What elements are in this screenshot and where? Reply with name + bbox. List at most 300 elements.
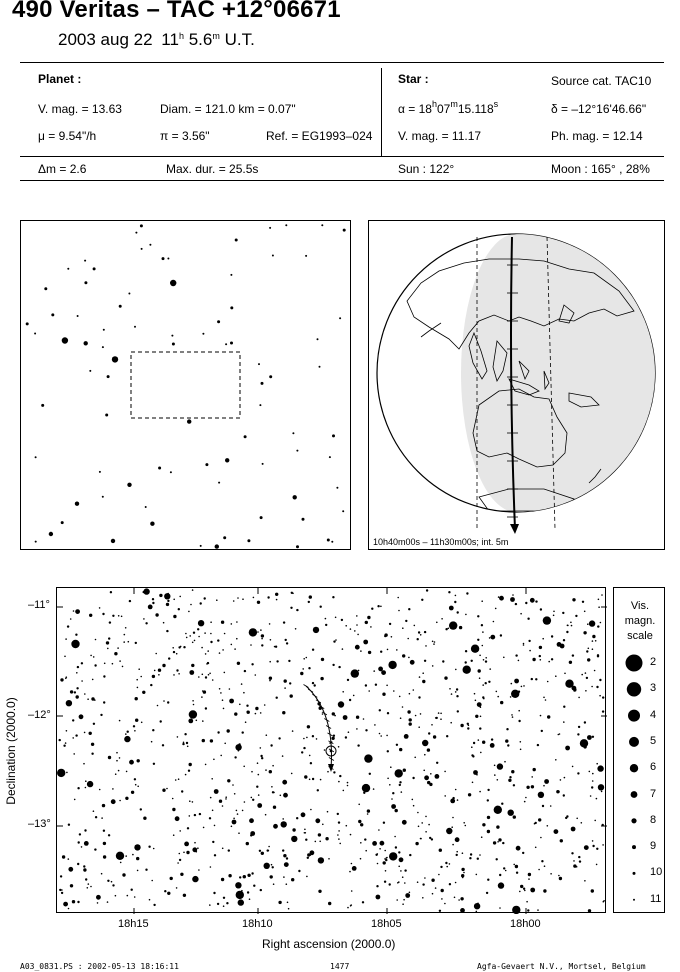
chart-star	[305, 839, 307, 841]
chart-star	[107, 648, 109, 650]
chart-star	[421, 822, 423, 824]
chart-star	[427, 748, 430, 751]
chart-star	[210, 797, 212, 799]
chart-star	[149, 899, 151, 901]
chart-star	[179, 853, 181, 855]
chart-star	[76, 695, 79, 698]
magnitude-label: 7	[650, 787, 657, 800]
magnitude-dot	[629, 737, 639, 747]
chart-star	[112, 663, 114, 665]
info-bottom-rule	[20, 180, 664, 181]
chart-star	[151, 741, 153, 743]
chart-star	[449, 863, 451, 865]
chart-star	[584, 845, 589, 850]
ra-tick-label: 18h10	[242, 918, 273, 930]
magnitude-label: 6	[650, 761, 657, 774]
chart-star	[455, 691, 457, 693]
chart-star	[283, 793, 288, 798]
chart-star	[266, 734, 268, 736]
chart-star	[597, 625, 599, 627]
chart-star	[459, 626, 462, 629]
chart-star	[84, 841, 89, 846]
field-star	[102, 346, 104, 348]
chart-star	[102, 613, 104, 615]
chart-star	[166, 630, 168, 632]
chart-star	[116, 752, 118, 754]
chart-star	[553, 611, 555, 613]
chart-star	[209, 817, 211, 819]
chart-star	[332, 712, 335, 715]
chart-star	[559, 877, 562, 880]
field-star	[41, 404, 44, 407]
ra-seconds-unit: s	[493, 99, 499, 109]
chart-star	[255, 707, 258, 710]
chart-star	[143, 588, 149, 594]
chart-star	[483, 659, 485, 661]
chart-star	[499, 874, 501, 876]
chart-star	[417, 881, 419, 883]
chart-star	[234, 712, 237, 715]
chart-star	[125, 797, 128, 800]
chart-star	[198, 676, 200, 678]
chart-star	[238, 750, 240, 752]
chart-star	[563, 721, 565, 723]
chart-star	[365, 729, 367, 731]
chart-star	[198, 620, 204, 626]
chart-star	[140, 808, 142, 810]
chart-star	[71, 640, 79, 648]
field-star	[75, 502, 79, 506]
chart-star	[421, 599, 423, 601]
chart-star	[467, 727, 469, 729]
field-star	[84, 281, 87, 284]
star-right-ascension	[398, 99, 499, 116]
chart-star	[513, 815, 516, 818]
chart-star	[225, 796, 227, 798]
chart-star	[137, 687, 139, 689]
chart-star	[455, 595, 457, 597]
star-vmag: V. mag. = 11.17	[398, 129, 482, 143]
chart-star	[94, 664, 96, 666]
chart-star	[399, 748, 402, 751]
chart-star	[402, 654, 405, 657]
chart-star	[343, 715, 348, 720]
chart-star	[543, 889, 546, 892]
chart-star	[389, 623, 391, 625]
chart-star	[489, 668, 491, 670]
chart-star	[585, 690, 587, 692]
chart-star	[303, 658, 305, 660]
chart-star	[384, 850, 386, 852]
chart-star	[206, 663, 208, 665]
chart-star	[259, 850, 261, 852]
chart-star	[439, 849, 442, 852]
chart-star	[455, 789, 457, 791]
chart-star	[234, 648, 236, 650]
chart-star	[380, 606, 382, 608]
chart-star	[519, 891, 521, 893]
chart-star	[138, 668, 140, 670]
chart-star	[338, 781, 340, 783]
chart-star	[197, 628, 199, 630]
chart-star	[226, 902, 228, 904]
chart-star	[222, 649, 224, 651]
chart-star	[579, 860, 581, 862]
chart-star	[81, 680, 83, 682]
chart-star	[537, 744, 539, 746]
chart-star	[414, 625, 416, 627]
chart-star	[164, 593, 170, 599]
chart-star	[343, 790, 345, 792]
chart-star	[451, 693, 453, 695]
chart-star	[210, 621, 212, 623]
chart-star	[212, 841, 214, 843]
chart-star	[338, 838, 340, 840]
chart-star	[341, 619, 343, 621]
chart-star	[224, 633, 226, 635]
chart-star	[570, 622, 572, 624]
chart-star	[360, 858, 362, 860]
chart-star	[349, 871, 351, 873]
chart-star	[487, 799, 489, 801]
chart-star	[520, 613, 522, 615]
chart-star	[441, 889, 444, 892]
chart-star	[306, 737, 308, 739]
chart-star	[539, 655, 541, 657]
chart-star	[111, 881, 113, 883]
chart-star	[592, 845, 594, 847]
chart-star	[510, 597, 515, 602]
chart-star	[123, 641, 125, 643]
chart-star	[445, 862, 447, 864]
field-star	[171, 335, 173, 337]
chart-star	[543, 785, 545, 787]
chart-star	[387, 649, 389, 651]
chart-star	[304, 775, 307, 778]
chart-star	[391, 798, 393, 800]
chart-star	[256, 786, 258, 788]
chart-star	[214, 854, 216, 856]
chart-star	[430, 773, 432, 775]
field-star	[258, 363, 260, 365]
chart-star	[136, 857, 139, 860]
chart-star	[446, 828, 452, 834]
chart-star	[173, 834, 175, 836]
field-star	[235, 239, 238, 242]
field-star	[230, 306, 233, 309]
chart-star	[194, 640, 196, 642]
chart-star	[278, 901, 281, 904]
chart-star	[245, 721, 247, 723]
chart-star	[503, 867, 505, 869]
chart-star	[490, 743, 495, 748]
chart-star	[179, 830, 181, 832]
chart-star	[348, 731, 350, 733]
chart-star	[72, 900, 75, 903]
chart-star	[375, 684, 377, 686]
field-star	[170, 280, 176, 286]
field-star	[84, 260, 86, 262]
x-axis-label: Right ascension (2000.0)	[262, 937, 396, 951]
chart-star	[212, 810, 214, 812]
chart-star	[97, 902, 99, 904]
chart-star	[300, 672, 303, 675]
field-star	[225, 343, 227, 345]
chart-star	[77, 863, 79, 865]
chart-star	[124, 634, 126, 636]
chart-star	[116, 760, 118, 762]
chart-star	[455, 882, 457, 884]
chart-star	[362, 901, 364, 903]
chart-star	[91, 753, 93, 755]
chart-star	[476, 774, 478, 776]
chart-star	[386, 857, 388, 859]
chart-star	[367, 809, 370, 812]
chart-star	[434, 641, 436, 643]
chart-star	[510, 696, 512, 698]
chart-star	[407, 638, 409, 640]
chart-star	[186, 851, 189, 854]
field-star	[127, 483, 131, 487]
field-star	[119, 305, 122, 308]
chart-star	[512, 594, 514, 596]
chart-star	[87, 781, 93, 787]
chart-star	[104, 663, 106, 665]
chart-star	[258, 774, 260, 776]
chart-star	[590, 795, 592, 797]
chart-star	[487, 879, 489, 881]
chart-star	[369, 788, 371, 790]
chart-star	[360, 650, 362, 652]
field-star	[218, 482, 220, 484]
chart-star	[183, 742, 185, 744]
hour-unit: h	[178, 31, 184, 41]
chart-star	[291, 773, 293, 775]
chart-star	[357, 744, 359, 746]
chart-star	[368, 690, 370, 692]
chart-star	[63, 745, 65, 747]
magnitude-label: 4	[650, 708, 657, 721]
chart-star	[486, 892, 488, 894]
chart-star	[201, 696, 203, 698]
chart-star	[74, 691, 76, 693]
ra-tick-label: 18h05	[371, 918, 402, 930]
chart-star	[516, 846, 521, 851]
chart-star	[95, 816, 97, 818]
chart-star	[173, 651, 175, 653]
chart-star	[269, 677, 272, 680]
planet-diameter: Diam. = 121.0 km = 0.07"	[160, 102, 296, 116]
chart-star	[303, 738, 305, 740]
ra-minutes-unit: m	[450, 99, 458, 109]
chart-star	[432, 893, 434, 895]
chart-star	[588, 648, 590, 650]
chart-star	[588, 909, 591, 912]
field-star	[105, 414, 108, 417]
chart-star	[93, 656, 95, 658]
chart-star	[142, 691, 145, 694]
chart-star	[431, 879, 434, 882]
chart-star	[269, 680, 271, 682]
chart-star	[261, 638, 263, 640]
chart-star	[189, 800, 191, 802]
chart-star	[482, 696, 484, 698]
chart-star	[532, 658, 535, 661]
chart-star	[376, 885, 378, 887]
chart-star	[349, 699, 351, 701]
chart-star	[231, 644, 233, 646]
chart-star	[399, 857, 404, 862]
chart-star	[162, 664, 165, 667]
chart-star	[477, 858, 479, 860]
chart-star	[460, 908, 465, 913]
chart-star	[560, 644, 565, 649]
chart-star	[566, 631, 568, 633]
chart-star	[603, 901, 605, 903]
chart-star	[153, 763, 155, 765]
chart-star	[211, 778, 213, 780]
chart-star	[68, 858, 70, 860]
field-star	[35, 541, 37, 543]
chart-star	[578, 726, 580, 728]
chart-star	[242, 598, 244, 600]
field-star	[51, 313, 54, 316]
chart-star	[179, 859, 181, 861]
ra-seconds: 15.118	[457, 102, 494, 116]
chart-star	[476, 911, 478, 913]
chart-star	[292, 730, 294, 732]
chart-star	[108, 834, 110, 836]
chart-star	[596, 848, 598, 850]
chart-star	[485, 660, 487, 662]
ra-hours: α = 18	[398, 102, 432, 116]
scale-title-line: magn.	[624, 615, 656, 627]
globe-panel	[368, 220, 665, 550]
chart-star	[386, 735, 388, 737]
chart-star	[363, 640, 368, 645]
chart-star	[81, 846, 83, 848]
chart-star	[318, 833, 321, 836]
chart-star	[260, 747, 262, 749]
chart-star	[99, 789, 101, 791]
chart-star	[205, 676, 207, 678]
chart-star	[135, 697, 138, 700]
chart-star	[575, 615, 577, 617]
chart-star	[382, 693, 385, 696]
chart-star	[481, 836, 483, 838]
chart-star	[83, 865, 85, 867]
chart-star	[272, 791, 274, 793]
chart-star	[66, 700, 72, 706]
chart-star	[396, 899, 398, 901]
chart-star	[271, 786, 273, 788]
chart-star	[596, 798, 598, 800]
chart-star	[339, 843, 341, 845]
chart-star	[576, 818, 578, 820]
chart-star	[283, 854, 286, 857]
field-star	[172, 343, 175, 346]
chart-star	[260, 755, 262, 757]
magnitude-dot	[631, 791, 638, 798]
chart-star	[66, 730, 68, 732]
chart-star	[269, 770, 272, 773]
field-star	[103, 329, 105, 331]
chart-star	[463, 872, 465, 874]
chart-star	[355, 645, 360, 650]
chart-star	[444, 771, 446, 773]
chart-star	[287, 902, 289, 904]
chart-star	[73, 753, 75, 755]
chart-star	[543, 616, 551, 624]
chart-star	[237, 662, 240, 665]
chart-star	[365, 684, 367, 686]
chart-star	[420, 634, 422, 636]
chart-star	[184, 842, 189, 847]
chart-star	[224, 743, 226, 745]
chart-star	[505, 870, 507, 872]
chart-star	[189, 815, 191, 817]
chart-star	[342, 691, 344, 693]
chart-star	[271, 864, 273, 866]
chart-star	[592, 780, 594, 782]
chart-star	[278, 737, 280, 739]
moon-elongation: Moon : 165° , 28%	[551, 162, 650, 176]
chart-star	[269, 623, 271, 625]
chart-star	[83, 763, 85, 765]
chart-star	[333, 735, 335, 737]
chart-star	[476, 874, 478, 876]
chart-star	[155, 653, 157, 655]
field-star	[128, 293, 130, 295]
chart-star	[249, 628, 257, 636]
chart-star	[194, 842, 196, 844]
chart-star	[477, 615, 479, 617]
chart-star	[395, 809, 398, 812]
chart-star	[422, 883, 424, 885]
chart-star	[591, 686, 593, 688]
chart-star	[68, 824, 70, 826]
chart-star	[112, 884, 114, 886]
chart-star	[163, 700, 165, 702]
track-tick	[308, 689, 313, 692]
chart-star	[286, 857, 288, 859]
chart-star	[475, 715, 478, 718]
field-star	[62, 337, 68, 343]
chart-star	[555, 759, 557, 761]
chart-star	[192, 876, 198, 882]
chart-star	[65, 638, 67, 640]
chart-star	[565, 746, 570, 751]
chart-star	[592, 736, 594, 738]
chart-star	[436, 762, 438, 764]
chart-star	[398, 866, 400, 868]
chart-star	[112, 788, 114, 790]
chart-star	[558, 875, 560, 877]
field-star	[61, 521, 64, 524]
chart-star	[594, 670, 596, 672]
chart-star	[571, 625, 573, 627]
chart-star	[127, 731, 129, 733]
chart-star	[396, 744, 398, 746]
chart-star	[473, 742, 475, 744]
field-star	[343, 229, 346, 232]
chart-star	[553, 615, 555, 617]
chart-star	[210, 641, 212, 643]
chart-star	[396, 649, 398, 651]
chart-star	[61, 892, 63, 894]
chart-star	[395, 846, 397, 848]
chart-star	[584, 880, 586, 882]
